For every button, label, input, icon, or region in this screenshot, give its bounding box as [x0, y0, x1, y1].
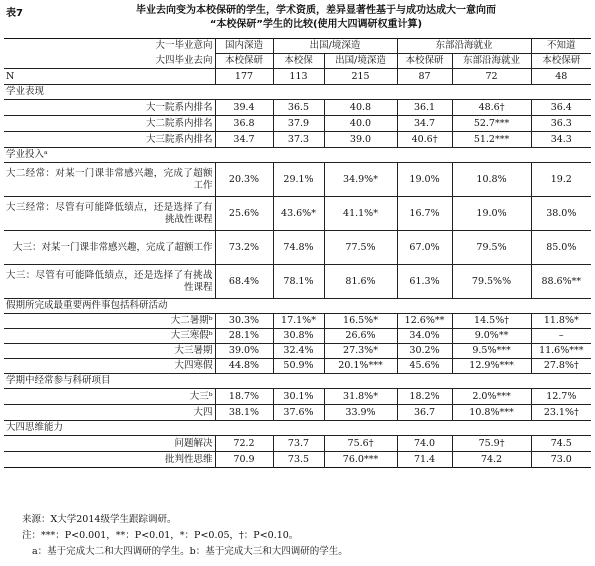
- table-row: [4, 359, 591, 374]
- cell-value: 70.9: [233, 453, 255, 465]
- row-label: 大三ᵇ: [4, 389, 215, 405]
- n-value: 87: [397, 69, 452, 85]
- cell-value: 39.0: [324, 132, 397, 148]
- cell-value: 20.1%***: [324, 359, 397, 374]
- cell-value: 81.6%: [324, 265, 397, 299]
- group-header-domestic: 国内深造: [215, 39, 273, 54]
- table-row: [4, 265, 591, 299]
- table-row: [4, 163, 591, 197]
- table-row: [4, 314, 591, 329]
- cell-value: 67.0%: [397, 231, 452, 265]
- row-label: 大二暑期ᵇ: [4, 314, 215, 329]
- table-label: 表7: [6, 8, 23, 19]
- group-header-east-coast: 东部沿海就业: [397, 39, 531, 54]
- row1-label: 大一毕业意向: [4, 39, 215, 54]
- col-header: 出国/境深造: [324, 54, 397, 69]
- cell-value: 61.3%: [397, 265, 452, 299]
- table-row: [4, 452, 591, 468]
- table-header: [6, 4, 591, 38]
- table-row: [4, 132, 591, 148]
- cell-value: 71.4: [397, 452, 452, 468]
- cell-value: 79.5%%: [452, 265, 531, 299]
- section-header-term-research: [4, 374, 591, 389]
- cell-value: 34.0%: [397, 329, 452, 344]
- cell-value: 37.6%: [273, 405, 324, 421]
- significance-note: 注：***：P<0.001，**：P<0.01，*：P<0.05，†：P<0.10。: [22, 530, 299, 541]
- cell-value: 9.0%**: [452, 329, 531, 344]
- cell-value: 37.3: [273, 132, 324, 148]
- table-row: [4, 197, 591, 231]
- cell-value: 72.2: [233, 437, 255, 449]
- cell-value: 30.1%: [273, 389, 324, 405]
- cell-value: 10.8%: [452, 163, 531, 197]
- n-value: 113: [273, 69, 324, 85]
- row-label: 大一院系内排名: [4, 100, 215, 116]
- row-label: 大三暑期: [4, 344, 215, 359]
- row2-label: 大四毕业去向: [4, 54, 215, 69]
- cell-value: 52.7***: [452, 116, 531, 132]
- cell-value: 41.1%*: [324, 197, 397, 231]
- cell-value: 30.8%: [273, 329, 324, 344]
- section-title: 学业投入ᵃ: [6, 149, 48, 160]
- col-header: 本校保: [273, 54, 324, 69]
- cell-value: 29.1%: [273, 163, 324, 197]
- cell-value: 73.5: [273, 452, 324, 468]
- table-row: [4, 436, 591, 452]
- cell-value: 19.0%: [452, 197, 531, 231]
- comparison-table: [4, 38, 591, 468]
- cell-value: 43.6%*: [273, 197, 324, 231]
- row-label: 大三寒假ᵇ: [4, 329, 215, 344]
- cell-value: 26.6%: [324, 329, 397, 344]
- cell-value: 37.9: [273, 116, 324, 132]
- table-row: [4, 389, 591, 405]
- row-label: 大二经常：对某一门课非常感兴趣，完成了超额工作: [4, 163, 215, 197]
- cell-value: 74.8%: [273, 231, 324, 265]
- cell-value: 36.3: [531, 116, 591, 132]
- cell-value: 39.4: [233, 101, 255, 113]
- col-header: 本校保研: [397, 54, 452, 69]
- cell-value: 14.5%†: [452, 314, 531, 329]
- cell-value: 34.3: [531, 132, 591, 148]
- group-header-unknown: 不知道: [531, 39, 591, 54]
- cell-value: 45.6%: [397, 359, 452, 374]
- cell-value: 11.6%***: [531, 344, 591, 359]
- cell-value: 30.2%: [397, 344, 452, 359]
- cell-value: 75.6†: [324, 436, 397, 452]
- cell-value: 39.0%: [228, 345, 260, 356]
- cell-value: 25.6%: [228, 207, 260, 219]
- sample-note: a：基于完成大二和大四调研的学生。b：基于完成大三和大四调研的学生。: [32, 546, 348, 557]
- table-body: [4, 69, 591, 468]
- col-header: 本校保研: [531, 54, 591, 69]
- section-header-thinking: [4, 421, 591, 436]
- cell-value: 10.8%***: [452, 405, 531, 421]
- cell-value: 23.1%†: [531, 405, 591, 421]
- cell-value: 73.0: [531, 452, 591, 468]
- row-label: 大三：对某一门课非常感兴趣，完成了超额工作: [4, 231, 215, 265]
- cell-value: 76.0***: [324, 452, 397, 468]
- cell-value: 50.9%: [273, 359, 324, 374]
- cell-value: 2.0%***: [452, 389, 531, 405]
- cell-value: 88.6%**: [531, 265, 591, 299]
- cell-value: 48.6†: [452, 100, 531, 116]
- table-row: [4, 329, 591, 344]
- n-value: 72: [452, 69, 531, 85]
- n-value: 215: [324, 69, 397, 85]
- cell-value: 73.7: [273, 436, 324, 452]
- cell-value: 9.5%***: [452, 344, 531, 359]
- cell-value: 78.1%: [273, 265, 324, 299]
- cell-value: 36.8: [233, 117, 255, 129]
- cell-value: 79.5%: [452, 231, 531, 265]
- cell-value: 12.9%***: [452, 359, 531, 374]
- cell-value: 36.7: [397, 405, 452, 421]
- n-label: N: [4, 69, 215, 85]
- cell-value: 30.3%: [228, 315, 260, 326]
- cell-value: 36.5: [273, 100, 324, 116]
- cell-value: 27.8%†: [531, 359, 591, 374]
- cell-value: 12.6%**: [397, 314, 452, 329]
- cell-value: 32.4%: [273, 344, 324, 359]
- col-header: 东部沿海就业: [452, 54, 531, 69]
- cell-value: 31.8%*: [324, 389, 397, 405]
- header-row-destination: [4, 54, 591, 69]
- row-label: 问题解决: [4, 436, 215, 452]
- title-line-2: “本校保研”学生的比较(使用大四调研权重计算): [209, 19, 423, 30]
- source-note: 来源：X大学2014级学生跟踪调研。: [22, 514, 177, 525]
- cell-value: 34.7: [233, 133, 255, 145]
- n-value: 48: [531, 69, 591, 85]
- cell-value: 11.8%*: [531, 314, 591, 329]
- cell-value: 73.2%: [228, 241, 260, 253]
- section-header-engagement: [4, 148, 591, 163]
- cell-value: 38.1%: [228, 406, 260, 418]
- section-title: 大四思维能力: [6, 422, 64, 433]
- table-row: [4, 100, 591, 116]
- cell-value: 36.4: [531, 100, 591, 116]
- title-line-1: 毕业去向变为本校保研的学生，学术资质，差异显著性基于与成功达成大一意向而: [136, 5, 496, 16]
- cell-value: 18.2%: [397, 389, 452, 405]
- row-label: 大三：尽管有可能降低绩点，还是选择了有挑战性课程: [4, 265, 215, 299]
- cell-value: 38.0%: [531, 197, 591, 231]
- cell-value: 16.7%: [397, 197, 452, 231]
- cell-value: 20.3%: [228, 173, 260, 185]
- table-row: [4, 344, 591, 359]
- header-row-intent: [4, 39, 591, 54]
- cell-value: 40.6†: [397, 132, 452, 148]
- row-label: 大二院系内排名: [4, 116, 215, 132]
- table-notes: [22, 512, 348, 560]
- cell-value: 28.1%: [228, 330, 260, 341]
- col-header: 本校保研: [224, 55, 263, 66]
- cell-value: 18.7%: [228, 390, 260, 402]
- cell-value: 44.8%: [228, 360, 260, 371]
- group-header-abroad: 出国/境深造: [273, 39, 397, 54]
- cell-value: –: [531, 329, 591, 344]
- cell-value: 51.2***: [452, 132, 531, 148]
- cell-value: 16.5%*: [324, 314, 397, 329]
- section-title: 假期所完成最重要两件事包括科研活动: [6, 300, 168, 311]
- cell-value: 74.5: [531, 436, 591, 452]
- row-label: 大四: [4, 405, 215, 421]
- cell-value: 75.9†: [452, 436, 531, 452]
- cell-value: 40.0: [324, 116, 397, 132]
- cell-value: 19.2: [531, 163, 591, 197]
- cell-value: 77.5%: [324, 231, 397, 265]
- row-label: 批判性思维: [4, 452, 215, 468]
- row-label: 大四寒假: [4, 359, 215, 374]
- section-title: 学业表现: [6, 86, 45, 97]
- section-title: 学期中经常参与科研项目: [6, 375, 111, 386]
- cell-value: 34.7: [397, 116, 452, 132]
- row-label: 大三院系内排名: [4, 132, 215, 148]
- table-row: [4, 405, 591, 421]
- cell-value: 33.9%: [324, 405, 397, 421]
- table-title: [56, 4, 576, 32]
- row-label: 大三经常：尽管有可能降低绩点，还是选择了有挑战性课程: [4, 197, 215, 231]
- n-row: [4, 69, 591, 85]
- n-value: 177: [234, 70, 254, 82]
- cell-value: 19.0%: [397, 163, 452, 197]
- cell-value: 68.4%: [228, 275, 260, 287]
- table-row: [4, 116, 591, 132]
- cell-value: 12.7%: [531, 389, 591, 405]
- cell-value: 36.1: [397, 100, 452, 116]
- cell-value: 34.9%*: [324, 163, 397, 197]
- cell-value: 85.0%: [531, 231, 591, 265]
- cell-value: 17.1%*: [273, 314, 324, 329]
- cell-value: 40.8: [324, 100, 397, 116]
- cell-value: 27.3%*: [324, 344, 397, 359]
- table-row: [4, 231, 591, 265]
- section-header-vacation-research: [4, 299, 591, 314]
- cell-value: 74.2: [452, 452, 531, 468]
- cell-value: 74.0: [397, 436, 452, 452]
- section-header-academic: [4, 85, 591, 100]
